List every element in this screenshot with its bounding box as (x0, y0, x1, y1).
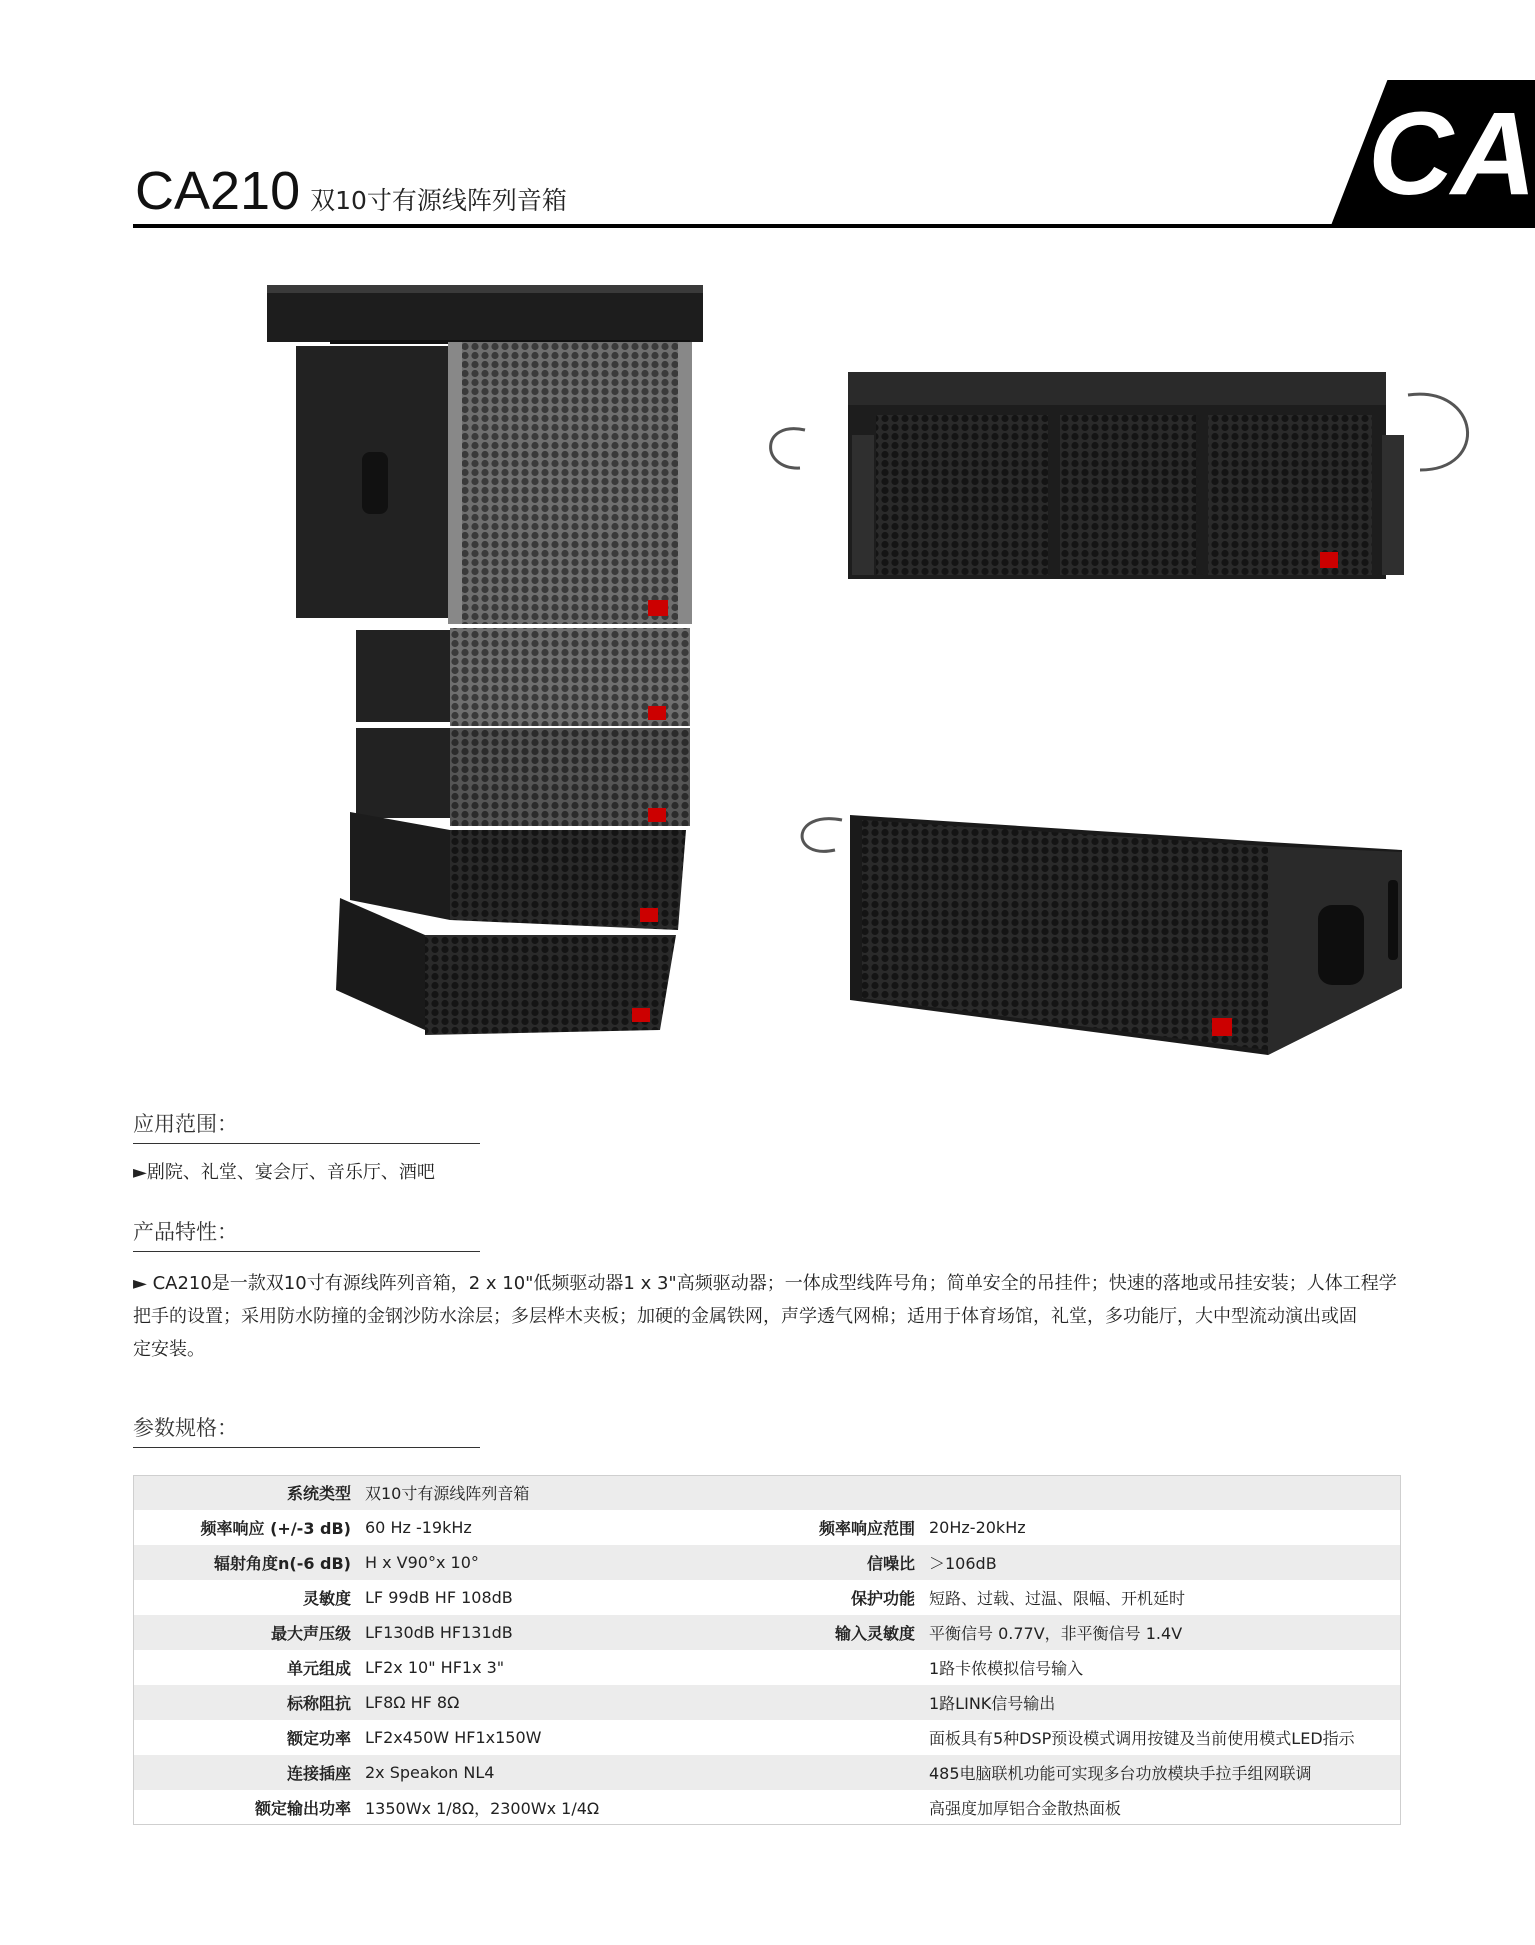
spec-key: 频率响应范围 (735, 1510, 929, 1545)
spec-key: 额定输出功率 (133, 1790, 365, 1825)
spec-key: 最大声压级 (133, 1615, 365, 1650)
table-row (133, 1650, 1401, 1685)
specs-heading: 参数规格： (133, 1416, 238, 1440)
specs-table (133, 1475, 1401, 1825)
table-row (133, 1475, 1401, 1510)
spec-key: 保护功能 (735, 1580, 929, 1615)
table-row (133, 1580, 1401, 1615)
spec-key (735, 1475, 929, 1510)
spec-value: LF130dB HF131dB (365, 1615, 735, 1650)
spec-key: 灵敏度 (133, 1580, 365, 1615)
spec-value: LF2x 10" HF1x 3" (365, 1650, 735, 1685)
spec-value: 1路卡侬模拟信号输入 (929, 1650, 1401, 1685)
application-rule (133, 1143, 480, 1144)
spec-key: 连接插座 (133, 1755, 365, 1790)
table-row (133, 1720, 1401, 1755)
spec-key (735, 1790, 929, 1825)
model-name: CA210 (135, 161, 301, 221)
spec-key: 系统类型 (133, 1475, 365, 1510)
spec-value: 平衡信号 0.77V，非平衡信号 1.4V (929, 1615, 1401, 1650)
spec-key (735, 1685, 929, 1720)
table-row (133, 1790, 1401, 1825)
array-stack-photo (267, 285, 703, 1035)
specs-rule (133, 1447, 480, 1448)
features-line: 定安装。 (133, 1339, 205, 1360)
brand-logo-text: CA (1368, 88, 1535, 220)
table-row (133, 1755, 1401, 1790)
table-row (133, 1685, 1401, 1720)
features-line: ► CA210是一款双10寸有源线阵列音箱，2 x 10"低频驱动器1 x 3"高频驱动器；一体成型线阵号角；简单安全的吊挂件；快速的落地或吊挂安装；人体工程学 (133, 1273, 1397, 1294)
spec-value: 2x Speakon NL4 (365, 1755, 735, 1790)
spec-value (929, 1475, 1401, 1510)
spec-key: 单元组成 (133, 1650, 365, 1685)
spec-value: H x V90°x 10° (365, 1545, 735, 1580)
spec-value: 485电脑联机功能可实现多台功放模块手拉手组网联调 (929, 1755, 1401, 1790)
spec-value: 双10寸有源线阵列音箱 (365, 1475, 735, 1510)
spec-key (735, 1755, 929, 1790)
application-heading: 应用范围： (133, 1112, 238, 1136)
spec-value: LF 99dB HF 108dB (365, 1580, 735, 1615)
features-rule (133, 1251, 480, 1252)
table-row (133, 1545, 1401, 1580)
spec-value: 高强度加厚铝合金散热面板 (929, 1790, 1401, 1825)
spec-value: LF8Ω HF 8Ω (365, 1685, 735, 1720)
table-row (133, 1510, 1401, 1545)
spec-value: 面板具有5种DSP预设模式调用按键及当前使用模式LED指示 (929, 1720, 1401, 1755)
angled-view-photo (802, 815, 1402, 1055)
features-text (133, 1267, 1397, 1366)
spec-value: 短路、过载、过温、限幅、开机延时 (929, 1580, 1401, 1615)
application-text: ►剧院、礼堂、宴会厅、音乐厅、酒吧 (133, 1162, 435, 1183)
spec-value: 20Hz-20kHz (929, 1510, 1401, 1545)
product-subtitle: 双10寸有源线阵列音箱 (310, 186, 567, 215)
spec-key: 信噪比 (735, 1545, 929, 1580)
spec-key: 辐射角度n(-6 dB) (133, 1545, 365, 1580)
spec-key (735, 1650, 929, 1685)
spec-value: 1路LINK信号输出 (929, 1685, 1401, 1720)
spec-key: 额定功率 (133, 1720, 365, 1755)
features-line: 把手的设置；采用防水防撞的金钢沙防水涂层；多层桦木夹板；加硬的金属铁网，声学透气网棉；适用于体育场馆，礼堂，多功能厅，大中型流动演出或固 (133, 1306, 1357, 1327)
spec-key (735, 1720, 929, 1755)
table-row (133, 1615, 1401, 1650)
spec-value: 1350Wx 1/8Ω，2300Wx 1/4Ω (365, 1790, 735, 1825)
front-view-photo (771, 372, 1468, 579)
spec-key: 标称阻抗 (133, 1685, 365, 1720)
features-heading: 产品特性： (133, 1220, 238, 1244)
spec-value: LF2x450W HF1x150W (365, 1720, 735, 1755)
spec-key: 频率响应 (+/-3 dB) (133, 1510, 365, 1545)
spec-value: ＞106dB (929, 1545, 1401, 1580)
spec-key: 输入灵敏度 (735, 1615, 929, 1650)
spec-value: 60 Hz -19kHz (365, 1510, 735, 1545)
